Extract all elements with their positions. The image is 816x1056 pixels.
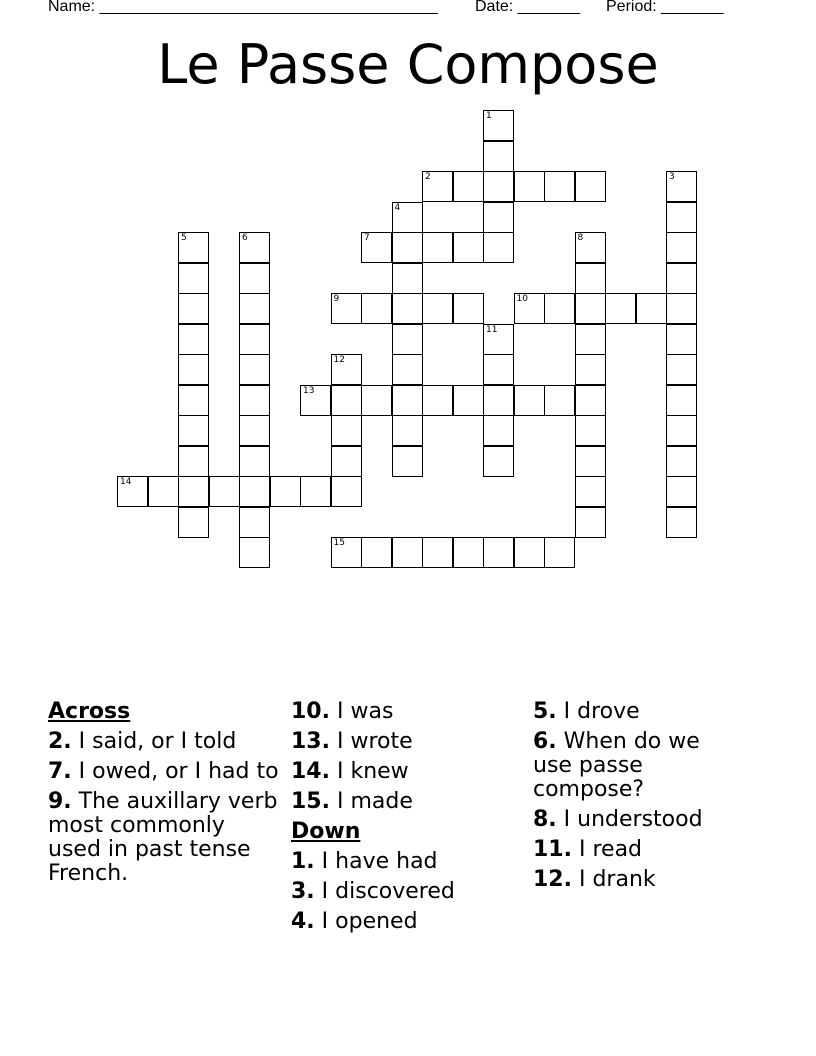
crossword-cell[interactable]	[483, 110, 514, 141]
crossword-cell[interactable]	[666, 263, 697, 294]
crossword-cell[interactable]	[666, 202, 697, 233]
cell-number: 15	[333, 538, 345, 548]
clue-down-8	[533, 808, 773, 832]
crossword-cell[interactable]	[575, 446, 606, 477]
clue-number: 14.	[291, 759, 330, 784]
page-title: Le Passe Compose	[157, 33, 659, 96]
crossword-cell[interactable]	[239, 354, 270, 385]
crossword-cell[interactable]	[178, 354, 209, 385]
crossword-cell[interactable]	[361, 385, 392, 416]
cell-number: 5	[181, 233, 187, 243]
crossword-cell[interactable]	[239, 263, 270, 294]
cell-number: 3	[669, 172, 675, 182]
name-field[interactable]: Name: ______________________________________	[48, 0, 438, 15]
crossword-cell[interactable]	[392, 385, 423, 416]
crossword-cell[interactable]	[422, 171, 453, 202]
clue-across-13	[291, 730, 531, 754]
clue-number: 15.	[291, 789, 330, 814]
crossword-cell[interactable]	[239, 385, 270, 416]
clue-text: I was	[336, 699, 394, 724]
clue-text: When do we use passe compose?	[533, 729, 700, 802]
cell-number: 10	[516, 294, 528, 304]
crossword-cell[interactable]	[483, 385, 514, 416]
period-field[interactable]: Period: _______	[606, 0, 724, 15]
crossword-cell[interactable]	[178, 415, 209, 446]
cell-number: 9	[333, 294, 340, 304]
clue-text: I wrote	[336, 729, 413, 754]
crossword-cell[interactable]	[514, 171, 545, 202]
crossword-cell[interactable]	[666, 476, 697, 507]
clue-number: 8.	[533, 807, 557, 832]
cell-number: 12	[333, 355, 345, 365]
crossword-cell[interactable]	[117, 476, 148, 507]
crossword-cell[interactable]	[392, 537, 423, 568]
clue-text: I have had	[321, 849, 438, 874]
crossword-cell[interactable]	[483, 446, 514, 477]
crossword-cell[interactable]	[544, 537, 575, 568]
crossword-cell[interactable]	[483, 415, 514, 446]
crossword-cell[interactable]	[544, 171, 575, 202]
crossword-cell[interactable]	[361, 232, 392, 263]
clue-down-6	[533, 730, 733, 802]
crossword-cell[interactable]	[544, 385, 575, 416]
clue-text: I knew	[336, 759, 409, 784]
crossword-cell[interactable]	[178, 446, 209, 477]
crossword-cell[interactable]	[178, 507, 209, 538]
clue-down-12	[533, 868, 773, 892]
clue-across-14	[291, 760, 531, 784]
crossword-cell[interactable]	[239, 537, 270, 568]
crossword-cell[interactable]	[422, 232, 453, 263]
crossword-cell[interactable]	[239, 446, 270, 477]
crossword-cell[interactable]	[666, 446, 697, 477]
clue-number: 4.	[291, 909, 315, 934]
crossword-cell[interactable]	[239, 507, 270, 538]
crossword-cell[interactable]	[239, 415, 270, 446]
crossword-cell[interactable]	[239, 232, 270, 263]
clue-text: I made	[336, 789, 413, 814]
crossword-cell[interactable]	[331, 446, 362, 477]
crossword-cell[interactable]	[331, 385, 362, 416]
crossword-cell[interactable]	[239, 293, 270, 324]
date-field[interactable]: Date: _______	[475, 0, 580, 15]
clue-text: I drove	[563, 699, 640, 724]
crossword-cell[interactable]	[178, 476, 209, 507]
crossword-cell[interactable]	[666, 324, 697, 355]
crossword-cell[interactable]	[483, 324, 514, 355]
crossword-cell[interactable]	[483, 141, 514, 172]
clue-number: 10.	[291, 699, 330, 724]
crossword-cell[interactable]	[453, 232, 484, 263]
crossword-cell[interactable]	[666, 293, 697, 324]
crossword-cell[interactable]	[209, 476, 240, 507]
clue-down-11	[533, 838, 773, 862]
cell-number: 11	[486, 324, 498, 335]
clue-number: 13.	[291, 729, 330, 754]
crossword-cell[interactable]	[178, 385, 209, 416]
crossword-cell[interactable]	[575, 232, 606, 263]
crossword-cell[interactable]	[483, 354, 514, 385]
crossword-cell[interactable]	[331, 537, 362, 568]
crossword-cell[interactable]	[575, 293, 606, 324]
clue-down-3	[291, 880, 531, 904]
clue-across-10	[291, 700, 531, 724]
crossword-cell[interactable]	[605, 293, 636, 324]
clue-text: I read	[578, 837, 643, 862]
cell-number: 1	[486, 111, 492, 121]
crossword-cell[interactable]	[392, 354, 423, 385]
crossword-cell[interactable]	[392, 232, 423, 263]
crossword-cell[interactable]	[483, 202, 514, 233]
crossword-cell[interactable]	[422, 537, 453, 568]
cell-number: 8	[577, 233, 584, 243]
clue-text: I discovered	[321, 879, 455, 904]
crossword-cell[interactable]	[453, 385, 484, 416]
crossword-cell[interactable]	[514, 537, 545, 568]
crossword-cell[interactable]	[575, 263, 606, 294]
clue-number: 3.	[291, 879, 315, 904]
crossword-cell[interactable]	[666, 385, 697, 416]
crossword-cell[interactable]	[331, 354, 362, 385]
down-heading: Down	[291, 819, 361, 844]
crossword-cell[interactable]	[331, 476, 362, 507]
clue-across-15	[291, 790, 531, 814]
crossword-cell[interactable]	[544, 293, 575, 324]
crossword-cell[interactable]	[392, 446, 423, 477]
clue-across-2	[48, 730, 288, 754]
crossword-cell[interactable]	[392, 202, 423, 233]
clue-text: I understood	[563, 807, 703, 832]
clue-number: 7.	[48, 759, 72, 784]
cell-number: 13	[303, 385, 315, 396]
crossword-cell[interactable]	[453, 293, 484, 324]
crossword-cell[interactable]	[514, 293, 545, 324]
cell-number: 4	[394, 202, 401, 213]
clue-number: 12.	[533, 867, 572, 892]
crossword-cell[interactable]	[361, 293, 392, 324]
clue-number: 2.	[48, 729, 72, 754]
clue-down-1	[291, 850, 531, 874]
crossword-cell[interactable]	[483, 232, 514, 263]
clues-column-2	[291, 700, 531, 940]
clue-down-5	[533, 700, 773, 724]
across-heading: Across	[48, 699, 131, 724]
crossword-cell[interactable]	[666, 232, 697, 263]
clue-text: The auxillary verb most commonly used in past tense French.	[48, 789, 278, 886]
crossword-cell[interactable]	[666, 415, 697, 446]
clue-number: 11.	[533, 837, 572, 862]
crossword-cell[interactable]	[361, 537, 392, 568]
crossword-cell[interactable]	[178, 324, 209, 355]
cell-number: 6	[242, 233, 248, 243]
clue-text: I opened	[321, 909, 418, 934]
crossword-cell[interactable]	[514, 385, 545, 416]
crossword-cell[interactable]	[636, 293, 667, 324]
clue-number: 9.	[48, 789, 72, 814]
crossword-cell[interactable]	[453, 537, 484, 568]
crossword-cell[interactable]	[666, 354, 697, 385]
crossword-cell[interactable]	[148, 476, 179, 507]
crossword-cell[interactable]	[422, 293, 453, 324]
crossword-cell[interactable]	[392, 324, 423, 355]
crossword-cell[interactable]	[575, 171, 606, 202]
crossword-cell[interactable]	[178, 232, 209, 263]
crossword-cell[interactable]	[575, 324, 606, 355]
crossword-cell[interactable]	[392, 415, 423, 446]
crossword-cell[interactable]	[300, 385, 331, 416]
clue-number: 5.	[533, 699, 557, 724]
crossword-cell[interactable]	[331, 293, 362, 324]
crossword-cell[interactable]	[575, 385, 606, 416]
clue-down-4	[291, 910, 531, 934]
cell-number: 7	[364, 233, 370, 243]
crossword-cell[interactable]	[178, 263, 209, 294]
clue-across-9	[48, 790, 280, 886]
clues-column-1	[48, 700, 288, 892]
crossword-cell[interactable]	[453, 171, 484, 202]
clue-number: 1.	[291, 849, 315, 874]
crossword-cell[interactable]	[239, 476, 270, 507]
crossword-cell[interactable]	[575, 507, 606, 538]
clue-across-7	[48, 760, 288, 784]
cell-number: 2	[425, 172, 431, 182]
clue-text: I said, or I told	[78, 729, 237, 754]
crossword-cell[interactable]	[239, 324, 270, 355]
clue-text: I drank	[578, 867, 656, 892]
crossword-cell[interactable]	[392, 293, 423, 324]
crossword-cell[interactable]	[666, 171, 697, 202]
clue-number: 6.	[533, 729, 557, 754]
crossword-cell[interactable]	[392, 263, 423, 294]
crossword-cell[interactable]	[300, 476, 331, 507]
crossword-cell[interactable]	[575, 476, 606, 507]
clue-text: I owed, or I had to	[78, 759, 279, 784]
crossword-cell[interactable]	[575, 415, 606, 446]
clues-column-3	[533, 700, 773, 898]
crossword-cell[interactable]	[331, 415, 362, 446]
crossword-cell[interactable]	[178, 293, 209, 324]
cell-number: 14	[120, 477, 132, 487]
crossword-cell[interactable]	[483, 171, 514, 202]
crossword-cell[interactable]	[422, 385, 453, 416]
crossword-cell[interactable]	[483, 537, 514, 568]
crossword-cell[interactable]	[270, 476, 301, 507]
crossword-cell[interactable]	[575, 354, 606, 385]
crossword-cell[interactable]	[666, 507, 697, 538]
